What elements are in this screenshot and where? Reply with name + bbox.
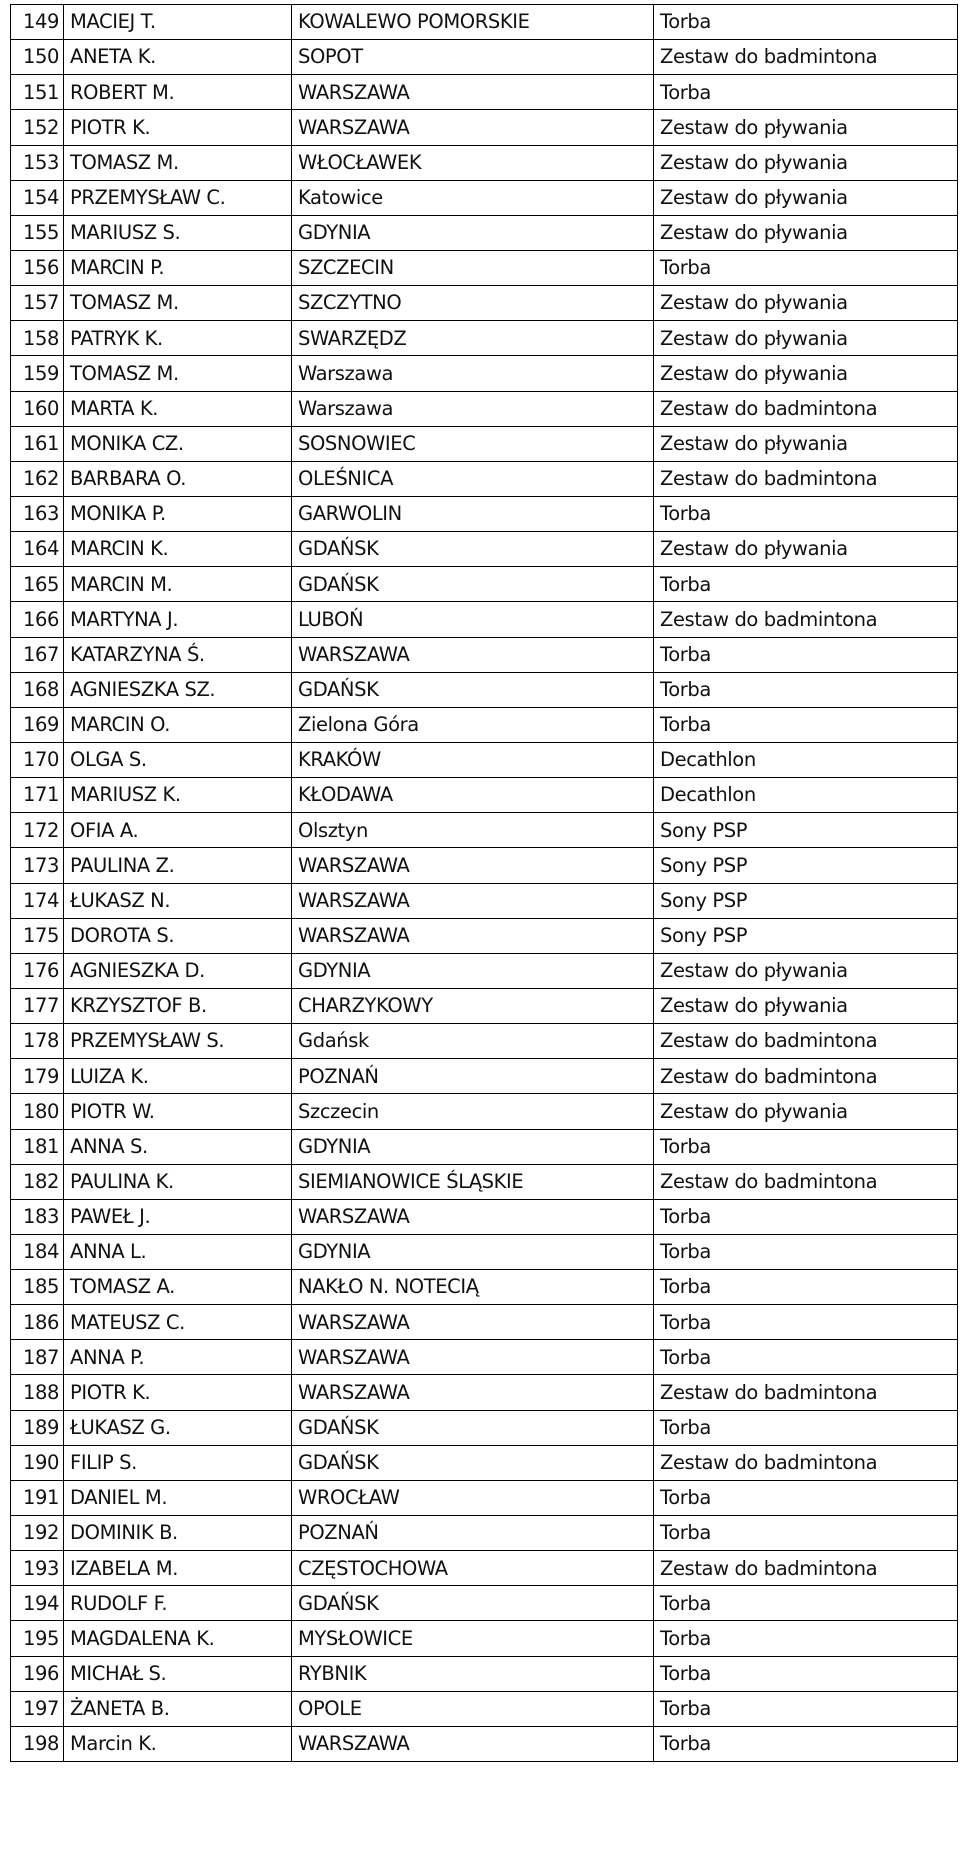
winner-city-cell: WARSZAWA — [292, 1726, 654, 1761]
winner-city-cell: WARSZAWA — [292, 110, 654, 145]
winner-city-cell: Szczecin — [292, 1094, 654, 1129]
prize-name-cell: Torba — [654, 250, 958, 285]
row-number-cell: 164 — [11, 532, 64, 567]
row-number-cell: 177 — [11, 988, 64, 1023]
table-row — [11, 918, 958, 953]
winner-city-cell: WARSZAWA — [292, 1199, 654, 1234]
winner-city-cell: GDAŃSK — [292, 1586, 654, 1621]
winner-name-cell: AGNIESZKA D. — [64, 953, 292, 988]
winner-name-cell: MARCIN P. — [64, 250, 292, 285]
row-number-cell: 160 — [11, 391, 64, 426]
table-row — [11, 1726, 958, 1761]
prize-name-cell: Zestaw do pływania — [654, 321, 958, 356]
table-row — [11, 953, 958, 988]
prize-name-cell: Torba — [654, 1234, 958, 1269]
row-number-cell: 152 — [11, 110, 64, 145]
winner-city-cell: OPOLE — [292, 1691, 654, 1726]
table-row — [11, 1480, 958, 1515]
winner-name-cell: MARIUSZ K. — [64, 778, 292, 813]
row-number-cell: 184 — [11, 1234, 64, 1269]
winner-name-cell: MARCIN K. — [64, 532, 292, 567]
prize-name-cell: Zestaw do badmintona — [654, 1024, 958, 1059]
winner-name-cell: ROBERT M. — [64, 75, 292, 110]
table-row — [11, 1059, 958, 1094]
table-row — [11, 496, 958, 531]
prize-name-cell: Torba — [654, 1516, 958, 1551]
winner-name-cell: LUIZA K. — [64, 1059, 292, 1094]
row-number-cell: 187 — [11, 1340, 64, 1375]
winner-city-cell: LUBOŃ — [292, 602, 654, 637]
winner-city-cell: GDAŃSK — [292, 1410, 654, 1445]
winner-name-cell: TOMASZ M. — [64, 145, 292, 180]
row-number-cell: 198 — [11, 1726, 64, 1761]
row-number-cell: 180 — [11, 1094, 64, 1129]
prize-name-cell: Zestaw do pływania — [654, 356, 958, 391]
winner-city-cell: GARWOLIN — [292, 496, 654, 531]
winner-name-cell: IZABELA M. — [64, 1551, 292, 1586]
prize-name-cell: Zestaw do badmintona — [654, 1164, 958, 1199]
winner-city-cell: KOWALEWO POMORSKIE — [292, 5, 654, 40]
prize-name-cell: Torba — [654, 1129, 958, 1164]
prize-name-cell: Zestaw do pływania — [654, 110, 958, 145]
winner-city-cell: Gdańsk — [292, 1024, 654, 1059]
row-number-cell: 174 — [11, 883, 64, 918]
table-row — [11, 1024, 958, 1059]
table-row — [11, 1551, 958, 1586]
prize-name-cell: Torba — [654, 1410, 958, 1445]
table-row — [11, 1516, 958, 1551]
table-row — [11, 1410, 958, 1445]
prize-name-cell: Torba — [654, 5, 958, 40]
prize-name-cell: Torba — [654, 496, 958, 531]
winner-city-cell: GDYNIA — [292, 215, 654, 250]
prize-name-cell: Zestaw do badmintona — [654, 1059, 958, 1094]
row-number-cell: 175 — [11, 918, 64, 953]
winner-name-cell: MONIKA P. — [64, 496, 292, 531]
row-number-cell: 194 — [11, 1586, 64, 1621]
row-number-cell: 161 — [11, 426, 64, 461]
winner-name-cell: AGNIESZKA SZ. — [64, 672, 292, 707]
winner-name-cell: TOMASZ M. — [64, 356, 292, 391]
table-row — [11, 1199, 958, 1234]
row-number-cell: 179 — [11, 1059, 64, 1094]
prize-name-cell: Decathlon — [654, 742, 958, 777]
row-number-cell: 162 — [11, 461, 64, 496]
row-number-cell: 167 — [11, 637, 64, 672]
winner-city-cell: GDAŃSK — [292, 672, 654, 707]
row-number-cell: 170 — [11, 742, 64, 777]
table-row — [11, 356, 958, 391]
prize-name-cell: Torba — [654, 75, 958, 110]
winner-name-cell: PIOTR K. — [64, 1375, 292, 1410]
table-row — [11, 532, 958, 567]
table-row — [11, 1621, 958, 1656]
row-number-cell: 158 — [11, 321, 64, 356]
row-number-cell: 166 — [11, 602, 64, 637]
winner-city-cell: OLEŚNICA — [292, 461, 654, 496]
prize-name-cell: Torba — [654, 1305, 958, 1340]
table-row — [11, 1305, 958, 1340]
table-row — [11, 602, 958, 637]
row-number-cell: 153 — [11, 145, 64, 180]
table-row — [11, 813, 958, 848]
winner-name-cell: PAULINA Z. — [64, 848, 292, 883]
row-number-cell: 176 — [11, 953, 64, 988]
row-number-cell: 159 — [11, 356, 64, 391]
row-number-cell: 192 — [11, 1516, 64, 1551]
prize-name-cell: Zestaw do pływania — [654, 426, 958, 461]
prize-name-cell: Sony PSP — [654, 813, 958, 848]
winner-name-cell: MAGDALENA K. — [64, 1621, 292, 1656]
winner-city-cell: SIEMIANOWICE ŚLĄSKIE — [292, 1164, 654, 1199]
table-row — [11, 110, 958, 145]
winner-city-cell: WARSZAWA — [292, 883, 654, 918]
table-row — [11, 567, 958, 602]
row-number-cell: 197 — [11, 1691, 64, 1726]
winner-city-cell: GDAŃSK — [292, 1445, 654, 1480]
row-number-cell: 157 — [11, 286, 64, 321]
prize-name-cell: Torba — [654, 1621, 958, 1656]
winner-city-cell: KRAKÓW — [292, 742, 654, 777]
prize-name-cell: Torba — [654, 707, 958, 742]
winner-name-cell: ANNA P. — [64, 1340, 292, 1375]
winner-name-cell: MICHAŁ S. — [64, 1656, 292, 1691]
row-number-cell: 168 — [11, 672, 64, 707]
row-number-cell: 151 — [11, 75, 64, 110]
winner-city-cell: GDYNIA — [292, 1129, 654, 1164]
prize-name-cell: Zestaw do pływania — [654, 988, 958, 1023]
table-row — [11, 742, 958, 777]
prize-name-cell: Torba — [654, 1480, 958, 1515]
winner-name-cell: OLGA S. — [64, 742, 292, 777]
winner-city-cell: WARSZAWA — [292, 848, 654, 883]
winner-name-cell: DOROTA S. — [64, 918, 292, 953]
winner-city-cell: Warszawa — [292, 391, 654, 426]
table-row — [11, 778, 958, 813]
table-row — [11, 145, 958, 180]
winner-name-cell: MONIKA CZ. — [64, 426, 292, 461]
table-row — [11, 1270, 958, 1305]
row-number-cell: 183 — [11, 1199, 64, 1234]
prize-name-cell: Zestaw do badmintona — [654, 1375, 958, 1410]
row-number-cell: 188 — [11, 1375, 64, 1410]
winner-city-cell: SOPOT — [292, 40, 654, 75]
winner-name-cell: PAWEŁ J. — [64, 1199, 292, 1234]
row-number-cell: 181 — [11, 1129, 64, 1164]
table-row — [11, 1656, 958, 1691]
winner-name-cell: BARBARA O. — [64, 461, 292, 496]
table-row — [11, 848, 958, 883]
row-number-cell: 196 — [11, 1656, 64, 1691]
row-number-cell: 178 — [11, 1024, 64, 1059]
winner-name-cell: MARCIN M. — [64, 567, 292, 602]
prize-name-cell: Torba — [654, 1340, 958, 1375]
winner-city-cell: WARSZAWA — [292, 75, 654, 110]
prize-name-cell: Zestaw do pływania — [654, 215, 958, 250]
row-number-cell: 149 — [11, 5, 64, 40]
table-row — [11, 637, 958, 672]
row-number-cell: 156 — [11, 250, 64, 285]
table-row — [11, 1691, 958, 1726]
prize-name-cell: Zestaw do pływania — [654, 532, 958, 567]
prize-name-cell: Decathlon — [654, 778, 958, 813]
table-row — [11, 1375, 958, 1410]
winner-name-cell: OFIA A. — [64, 813, 292, 848]
winner-name-cell: MARTYNA J. — [64, 602, 292, 637]
winner-city-cell: SWARZĘDZ — [292, 321, 654, 356]
table-row — [11, 672, 958, 707]
winner-city-cell: SOSNOWIEC — [292, 426, 654, 461]
row-number-cell: 150 — [11, 40, 64, 75]
prize-name-cell: Torba — [654, 672, 958, 707]
winner-city-cell: POZNAŃ — [292, 1516, 654, 1551]
row-number-cell: 173 — [11, 848, 64, 883]
winner-city-cell: Zielona Góra — [292, 707, 654, 742]
winner-name-cell: Marcin K. — [64, 1726, 292, 1761]
winner-city-cell: GDYNIA — [292, 1234, 654, 1269]
winner-name-cell: DOMINIK B. — [64, 1516, 292, 1551]
table-row — [11, 250, 958, 285]
winner-name-cell: ŻANETA B. — [64, 1691, 292, 1726]
table-row — [11, 391, 958, 426]
row-number-cell: 172 — [11, 813, 64, 848]
prize-name-cell: Zestaw do badmintona — [654, 1445, 958, 1480]
winner-city-cell: WARSZAWA — [292, 1340, 654, 1375]
winners-table-body — [11, 5, 958, 1762]
winner-city-cell: WARSZAWA — [292, 637, 654, 672]
table-row — [11, 75, 958, 110]
prize-name-cell: Torba — [654, 1270, 958, 1305]
winner-name-cell: ŁUKASZ N. — [64, 883, 292, 918]
winner-city-cell: Warszawa — [292, 356, 654, 391]
prize-name-cell: Torba — [654, 567, 958, 602]
winner-city-cell: RYBNIK — [292, 1656, 654, 1691]
table-row — [11, 461, 958, 496]
row-number-cell: 186 — [11, 1305, 64, 1340]
table-row — [11, 5, 958, 40]
winner-city-cell: WARSZAWA — [292, 1375, 654, 1410]
row-number-cell: 171 — [11, 778, 64, 813]
winner-city-cell: GDYNIA — [292, 953, 654, 988]
winner-city-cell: Katowice — [292, 180, 654, 215]
prize-name-cell: Zestaw do badmintona — [654, 1551, 958, 1586]
prize-name-cell: Torba — [654, 637, 958, 672]
winner-name-cell: ANNA S. — [64, 1129, 292, 1164]
winner-city-cell: SZCZYTNO — [292, 286, 654, 321]
row-number-cell: 195 — [11, 1621, 64, 1656]
row-number-cell: 155 — [11, 215, 64, 250]
winner-name-cell: MACIEJ T. — [64, 5, 292, 40]
winner-city-cell: NAKŁO N. NOTECIĄ — [292, 1270, 654, 1305]
winner-name-cell: KATARZYNA Ś. — [64, 637, 292, 672]
prize-name-cell: Torba — [654, 1691, 958, 1726]
winner-name-cell: DANIEL M. — [64, 1480, 292, 1515]
row-number-cell: 182 — [11, 1164, 64, 1199]
table-row — [11, 1445, 958, 1480]
winner-city-cell: WROCŁAW — [292, 1480, 654, 1515]
prize-name-cell: Zestaw do badmintona — [654, 391, 958, 426]
winner-name-cell: TOMASZ A. — [64, 1270, 292, 1305]
winner-name-cell: PIOTR W. — [64, 1094, 292, 1129]
winner-name-cell: ŁUKASZ G. — [64, 1410, 292, 1445]
winner-name-cell: ANNA L. — [64, 1234, 292, 1269]
winner-name-cell: MARCIN O. — [64, 707, 292, 742]
winner-name-cell: MARTA K. — [64, 391, 292, 426]
winner-city-cell: POZNAŃ — [292, 1059, 654, 1094]
winner-city-cell: GDAŃSK — [292, 567, 654, 602]
row-number-cell: 185 — [11, 1270, 64, 1305]
prize-name-cell: Torba — [654, 1726, 958, 1761]
table-row — [11, 1234, 958, 1269]
table-row — [11, 426, 958, 461]
winner-city-cell: Olsztyn — [292, 813, 654, 848]
winner-city-cell: WARSZAWA — [292, 1305, 654, 1340]
prize-name-cell: Sony PSP — [654, 848, 958, 883]
table-row — [11, 988, 958, 1023]
winner-name-cell: TOMASZ M. — [64, 286, 292, 321]
table-row — [11, 286, 958, 321]
row-number-cell: 169 — [11, 707, 64, 742]
row-number-cell: 154 — [11, 180, 64, 215]
prize-name-cell: Zestaw do pływania — [654, 953, 958, 988]
prize-name-cell: Zestaw do pływania — [654, 180, 958, 215]
row-number-cell: 190 — [11, 1445, 64, 1480]
winner-name-cell: MATEUSZ C. — [64, 1305, 292, 1340]
prize-name-cell: Zestaw do pływania — [654, 145, 958, 180]
prize-name-cell: Torba — [654, 1656, 958, 1691]
winner-name-cell: PRZEMYSŁAW S. — [64, 1024, 292, 1059]
prize-name-cell: Zestaw do badmintona — [654, 40, 958, 75]
table-row — [11, 215, 958, 250]
winner-city-cell: WŁOCŁAWEK — [292, 145, 654, 180]
winner-name-cell: RUDOLF F. — [64, 1586, 292, 1621]
prize-name-cell: Torba — [654, 1586, 958, 1621]
winner-city-cell: WARSZAWA — [292, 918, 654, 953]
table-row — [11, 1340, 958, 1375]
winner-name-cell: ANETA K. — [64, 40, 292, 75]
winner-name-cell: PIOTR K. — [64, 110, 292, 145]
prize-name-cell: Zestaw do badmintona — [654, 602, 958, 637]
winner-city-cell: MYSŁOWICE — [292, 1621, 654, 1656]
table-row — [11, 1586, 958, 1621]
table-row — [11, 180, 958, 215]
prize-name-cell: Zestaw do pływania — [654, 286, 958, 321]
prize-name-cell: Torba — [654, 1199, 958, 1234]
table-row — [11, 707, 958, 742]
winner-name-cell: MARIUSZ S. — [64, 215, 292, 250]
row-number-cell: 189 — [11, 1410, 64, 1445]
winner-city-cell: CHARZYKOWY — [292, 988, 654, 1023]
prize-name-cell: Zestaw do badmintona — [654, 461, 958, 496]
winner-city-cell: CZĘSTOCHOWA — [292, 1551, 654, 1586]
prize-name-cell: Zestaw do pływania — [654, 1094, 958, 1129]
winner-name-cell: FILIP S. — [64, 1445, 292, 1480]
table-row — [11, 321, 958, 356]
table-row — [11, 883, 958, 918]
row-number-cell: 165 — [11, 567, 64, 602]
winner-city-cell: GDAŃSK — [292, 532, 654, 567]
prize-name-cell: Sony PSP — [654, 883, 958, 918]
row-number-cell: 191 — [11, 1480, 64, 1515]
winner-name-cell: KRZYSZTOF B. — [64, 988, 292, 1023]
table-row — [11, 1129, 958, 1164]
winner-city-cell: SZCZECIN — [292, 250, 654, 285]
prize-name-cell: Sony PSP — [654, 918, 958, 953]
table-row — [11, 40, 958, 75]
winner-name-cell: PAULINA K. — [64, 1164, 292, 1199]
winner-name-cell: PRZEMYSŁAW C. — [64, 180, 292, 215]
row-number-cell: 193 — [11, 1551, 64, 1586]
winner-city-cell: KŁODAWA — [292, 778, 654, 813]
winners-table — [10, 4, 958, 1762]
table-row — [11, 1094, 958, 1129]
winner-name-cell: PATRYK K. — [64, 321, 292, 356]
table-row — [11, 1164, 958, 1199]
row-number-cell: 163 — [11, 496, 64, 531]
